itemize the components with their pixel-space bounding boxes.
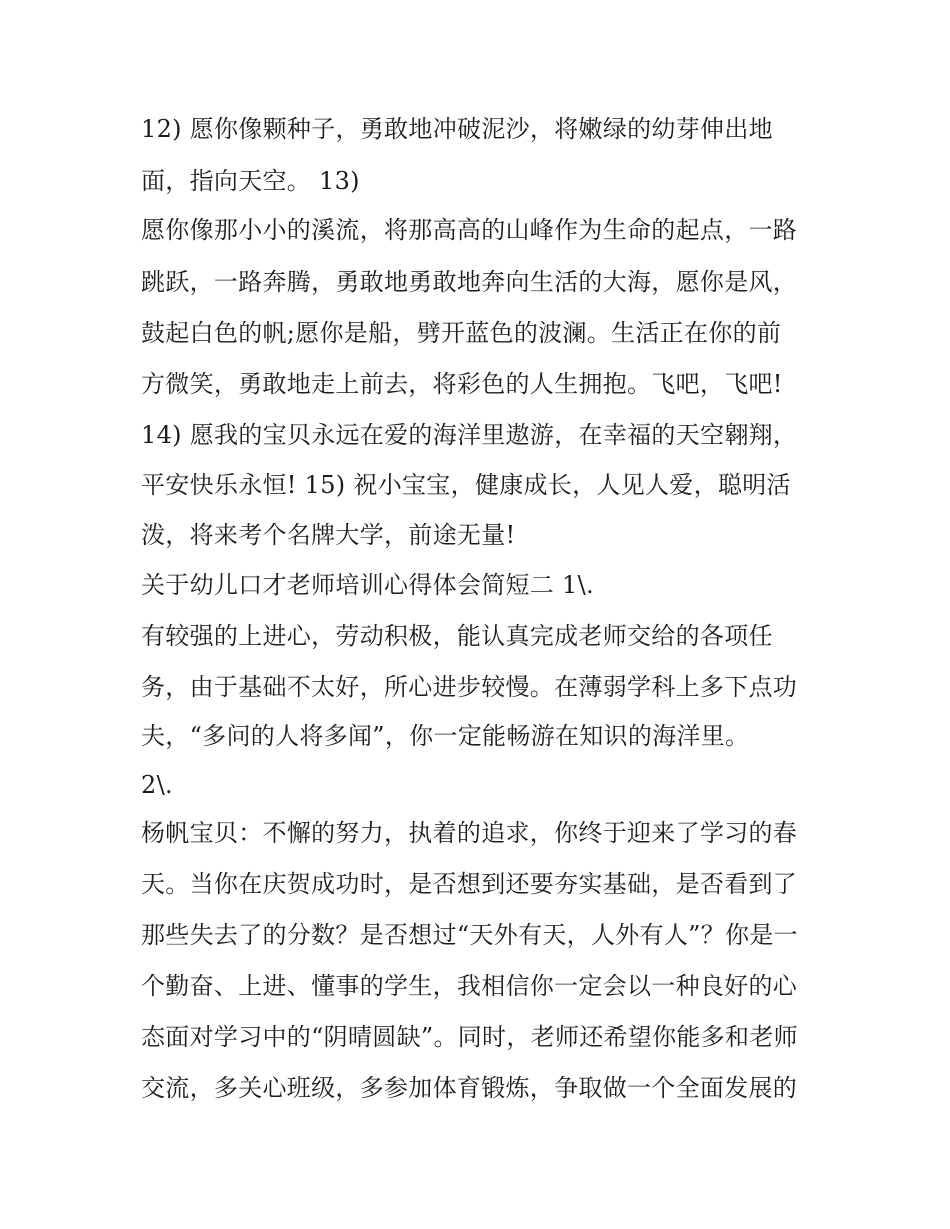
text-line-19: 态面对学习中的“阴晴圆缺”。同时，老师还希望你能多和老师 <box>141 1023 798 1051</box>
text-line-16: 天。当你在庆贺成功时，是否想到还要夯实基础，是否看到了 <box>141 870 798 898</box>
text-line-20: 交流，多关心班级，多参加体育锻炼，争取做一个全面发展的 <box>141 1074 798 1102</box>
text-line-15: 杨帆宝贝：不懈的努力，执着的追求，你终于迎来了学习的春 <box>141 819 798 847</box>
section-heading: 关于幼儿口才老师培训心得体会简短二 1\. <box>141 571 594 599</box>
text-line-7: 14) 愿我的宝贝永远在爱的海洋里遨游，在幸福的天空翱翔， <box>141 421 798 449</box>
text-line-11: 有较强的上进心，劳动积极，能认真完成老师交给的各项任 <box>141 622 773 650</box>
text-line-6: 方微笑，勇敢地走上前去，将彩色的人生拥抱。飞吧，飞吧! <box>141 370 783 398</box>
text-line-13: 夫，“多问的人将多闻”，你一定能畅游在知识的海洋里。 <box>141 722 750 750</box>
text-line-8: 平安快乐永恒! 15) 祝小宝宝，健康成长，人见人爱，聪明活 <box>141 471 791 499</box>
text-line-2: 面，指向天空。 13) <box>141 167 360 195</box>
text-line-4: 跳跃，一路奔腾，勇敢地勇敢地奔向生活的大海，愿你是风， <box>141 268 798 296</box>
text-line-18: 个勤奋、上进、懂事的学生，我相信你一定会以一种良好的心 <box>141 972 798 1000</box>
text-line-1: 12) 愿你像颗种子，勇敢地冲破泥沙，将嫩绿的幼芽伸出地 <box>141 115 773 143</box>
text-line-3: 愿你像那小小的溪流，将那高高的山峰作为生命的起点，一路 <box>141 216 798 244</box>
text-line-17: 那些失去了的分数？是否想过“天外有天，人外有人”？你是一 <box>141 921 798 949</box>
text-line-9: 泼，将来考个名牌大学，前途无量! <box>141 521 516 549</box>
item-number: 2\. <box>141 771 173 799</box>
text-line-12: 务，由于基础不太好，所心进步较慢。在薄弱学科上多下点功 <box>141 673 798 701</box>
text-line-5: 鼓起白色的帆;愿你是船，劈开蓝色的波澜。生活正在你的前 <box>141 319 782 347</box>
